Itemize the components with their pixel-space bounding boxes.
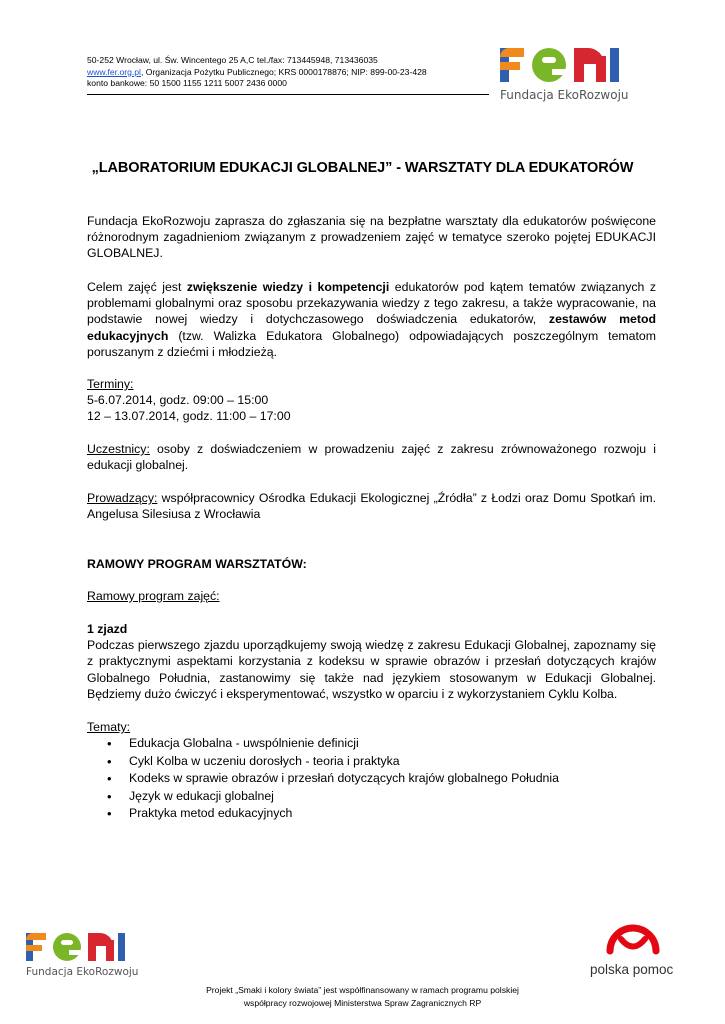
polska-pomoc-label: polska pomoc bbox=[590, 962, 674, 977]
logo-r-leg bbox=[596, 56, 606, 82]
logo-e-hole bbox=[61, 940, 73, 945]
hosts-label: Prowadzący: bbox=[87, 491, 158, 505]
fer-logo-mark bbox=[500, 44, 640, 86]
logo-blue-bar bbox=[610, 48, 619, 82]
logo-e-gap bbox=[69, 950, 83, 955]
participants-text bbox=[87, 441, 656, 473]
header-divider bbox=[87, 94, 489, 95]
hosts-text bbox=[87, 490, 656, 522]
list-item: • Kodeks w sprawie obrazów i przesłań dotyczących krajów globalnego Południa bbox=[87, 770, 656, 788]
fer-logo-bottom bbox=[26, 930, 156, 982]
program-heading-block bbox=[87, 556, 656, 572]
logo-f-top bbox=[500, 48, 524, 57]
goal-text-1: Celem zajęć jest bbox=[87, 280, 187, 294]
goal-text-2: edukatorów pod kątem tematów związanych z problemami globalnymi oraz sposobu przekazywania wiedzy z tego zakresu, a także wypracowanie, na podstawie nowej wiedzy i dotychczasowego doświadczenia edukatorów, bbox=[87, 280, 657, 327]
terms-date-1: 5-6.07.2014, godz. 09:00 – 15:00 bbox=[87, 393, 269, 408]
list-item: • Praktyka metod edukacyjnych bbox=[87, 805, 656, 823]
participants-section bbox=[87, 441, 656, 473]
address-line: 50-252 Wrocław, ul. Św. Wincentego 25 A,C tel./fax: 713445948, 713436035 bbox=[87, 55, 378, 65]
project-footer bbox=[0, 984, 725, 1010]
hosts-description: współpracownicy Ośrodka Edukacji Ekologicznej „Źródła” z Łodzi oraz Domu Spotkań im. Angelusa Silesiusa z Wrocławia bbox=[87, 491, 656, 522]
logo-f-cross bbox=[26, 945, 42, 951]
logo-f-top bbox=[26, 933, 46, 940]
logo-caption: Fundacja EkoRozwoju bbox=[500, 88, 629, 102]
footer-line-2: współpracy rozwojowej Ministerstwa Spraw Zagranicznych RP bbox=[243, 998, 482, 1008]
fer-logo-top bbox=[500, 44, 640, 106]
logo-e-hole bbox=[542, 57, 556, 63]
footer-line-1: Projekt „Smaki i kolory świata” jest współfinansowany w ramach programu polskiej bbox=[206, 985, 519, 995]
session-block bbox=[87, 621, 656, 702]
goal-bold-1: zwiększenie wiedzy i kompetencji bbox=[186, 280, 390, 294]
list-item: • Język w edukacji globalnej bbox=[87, 788, 656, 806]
logo-e bbox=[53, 933, 81, 961]
organization-info: , Organizacja Pożytku Publicznego; KRS 0000178876; NIP: 899-00-23-428 bbox=[140, 66, 427, 77]
info-line bbox=[87, 67, 427, 79]
session-description: Podczas pierwszego zjazdu uporządkujemy swoją wiedzę z zakresu Edukacji Globalnej, zapoznamy się z praktycznymi aspektami korzystania z kodeksu w sprawie obrazów i przesłań dotyczących krajów Globalnego Południa, zastanowimy się także nad językiem stosowanym w Edukacji Globalnej. Będziemy dużo ćwiczyć i eksperymentować, wszystko w oparciu i z wykorzystaniem Cyklu Kolba. bbox=[87, 638, 656, 701]
program-heading: RAMOWY PROGRAM WARSZTATÓW: bbox=[87, 557, 307, 571]
program-subheading-block bbox=[87, 588, 656, 604]
list-item: • Edukacja Globalna - uwspólnienie definicji bbox=[87, 735, 656, 753]
terms-date-2: 12 – 13.07.2014, godz. 11:00 – 17:00 bbox=[87, 409, 291, 424]
polska-pomoc-smile-icon bbox=[621, 939, 645, 947]
program-subheading: Ramowy program zajęć: bbox=[87, 589, 220, 603]
topics-list bbox=[87, 735, 656, 823]
hosts-section bbox=[87, 490, 656, 522]
polska-pomoc-logo bbox=[588, 906, 678, 966]
topics-block bbox=[87, 719, 656, 823]
website-link[interactable]: www.fer.org.pl bbox=[87, 66, 141, 77]
participants-description: osoby z doświadczeniem w prowadzeniu zajęć z zakresu zrównoważonego rozwoju i edukacji globalnej. bbox=[87, 442, 656, 473]
participants-label: Uczestnicy: bbox=[87, 442, 150, 456]
terms-label: Terminy: bbox=[87, 377, 134, 391]
intro-paragraph bbox=[87, 213, 656, 262]
terms-section bbox=[87, 376, 656, 425]
goal-bold-2: zestawów metod edukacyjnych bbox=[87, 312, 656, 343]
topics-label: Tematy: bbox=[87, 720, 131, 734]
logo-e-gap bbox=[552, 69, 568, 75]
goal-text-3: (tzw. Walizka Edukatora Globalnego) odpowiadających poszczególnym tematom poruszanym z dziećmi i młodzieżą. bbox=[87, 328, 656, 359]
goal-paragraph bbox=[87, 279, 656, 360]
list-item: • Cykl Kolba w uczeniu dorosłych - teoria i praktyka bbox=[87, 753, 656, 771]
logo-caption: Fundacja EkoRozwoju bbox=[26, 966, 139, 978]
goal-text bbox=[87, 279, 656, 360]
logo-e bbox=[532, 48, 566, 82]
letterhead-info bbox=[87, 55, 427, 90]
bank-account-line: konto bankowe: 50 1500 1155 1211 5007 2436 0000 bbox=[87, 78, 287, 88]
session-title: 1 zjazd bbox=[87, 622, 128, 636]
intro-text: Fundacja EkoRozwoju zaprasza do zgłaszania się na bezpłatne warsztaty dla edukatorów poświęcone różnorodnym zagadnieniom związanym z prowadzeniem zajęć w tematyce szeroko pojętej EDUKACJI GLOBALNEJ. bbox=[87, 214, 656, 261]
logo-r-leg bbox=[106, 940, 114, 961]
fer-logo-mark-small bbox=[26, 930, 146, 964]
document-title: „LABORATORIUM EDUKACJI GLOBALNEJ” - WARSZTATY DLA EDUKATORÓW bbox=[91, 160, 634, 176]
logo-blue-bar bbox=[118, 933, 125, 961]
logo-f-cross bbox=[500, 62, 520, 70]
